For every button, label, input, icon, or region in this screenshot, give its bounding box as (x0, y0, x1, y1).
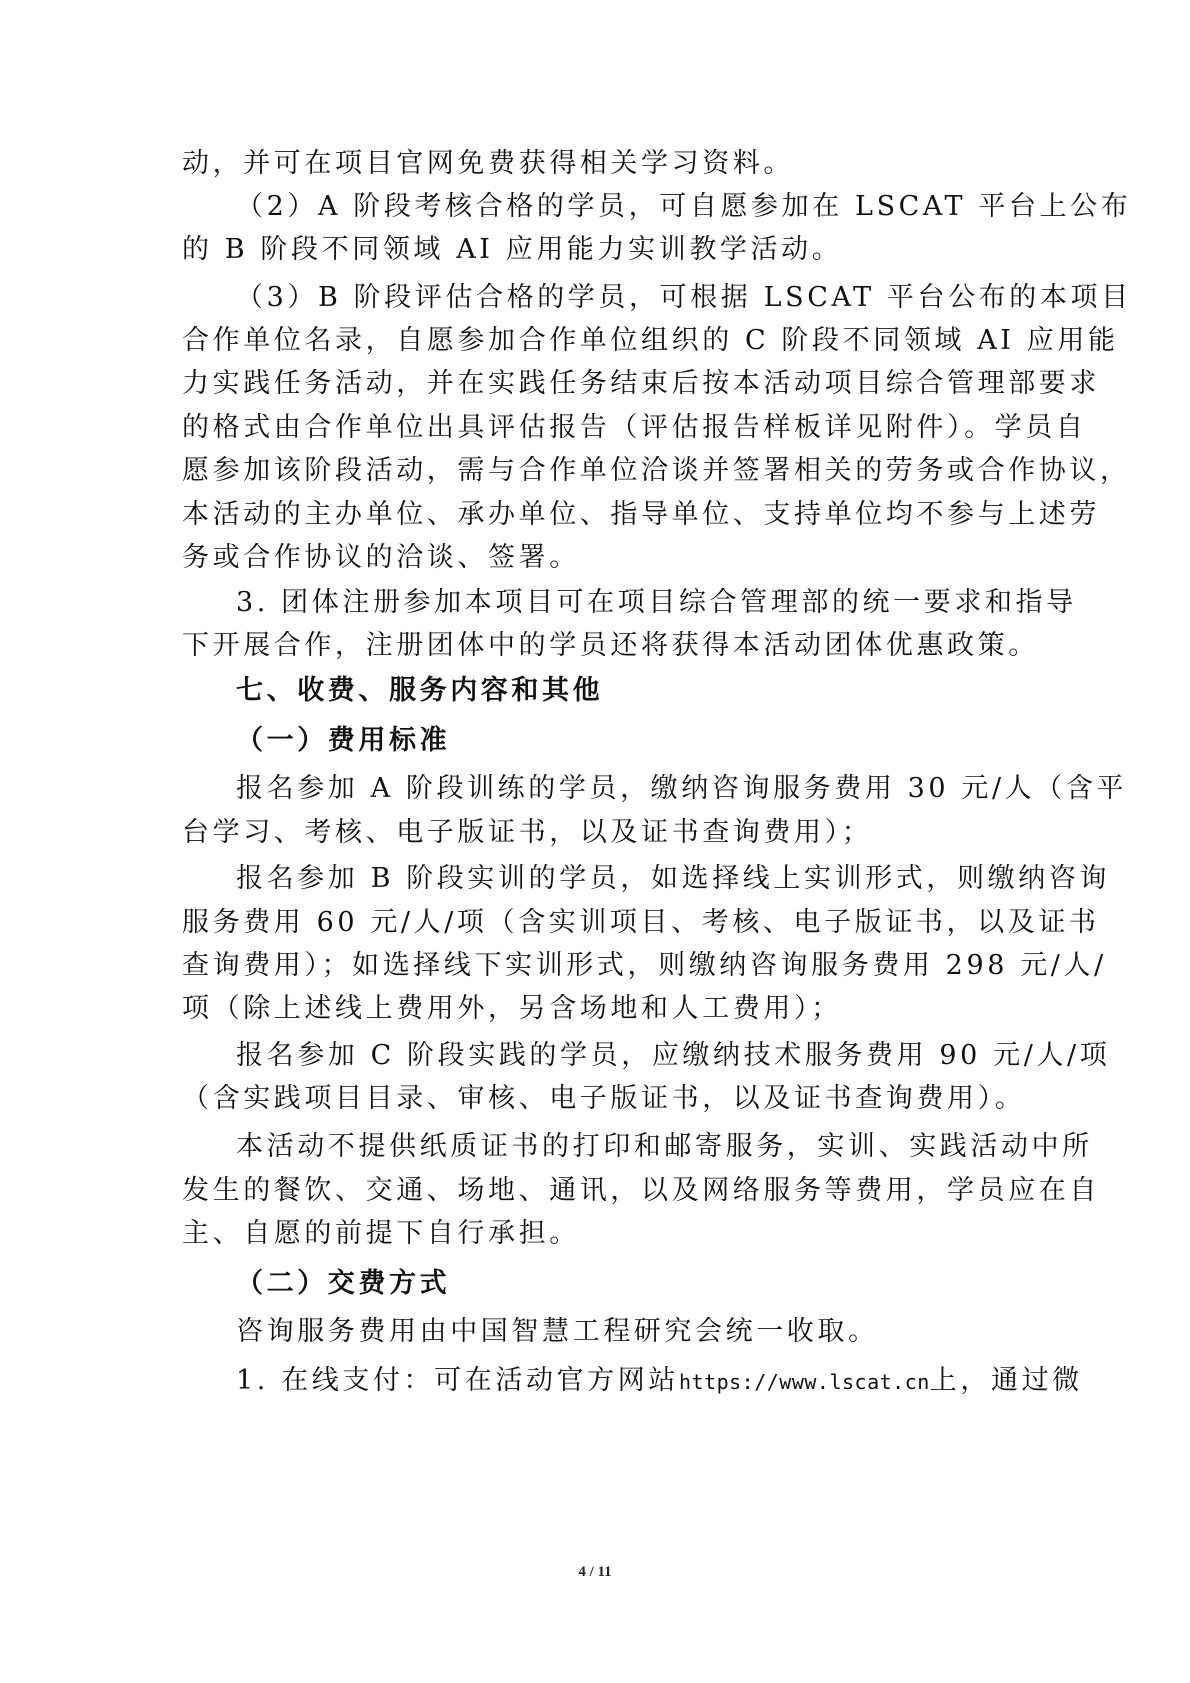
paragraph-line: 发生的餐饮、交通、场地、通讯，以及网络服务等费用，学员应在自 (182, 1175, 1100, 1206)
line-suffix: 上，通过微 (929, 1365, 1083, 1396)
paragraph-line: 下开展合作，注册团体中的学员还将获得本活动团体优惠政策。 (182, 630, 1039, 661)
section-heading: 七、收费、服务内容和其他 (236, 675, 604, 706)
paragraph-line: 务或合作协议的洽谈、签署。 (182, 542, 580, 573)
paragraph-line: 主、自愿的前提下自行承担。 (182, 1218, 580, 1249)
paragraph-line: 本活动的主办单位、承办单位、指导单位、支持单位均不参与上述劳 (182, 499, 1100, 530)
subsection-heading: （一）费用标准 (236, 725, 451, 756)
paragraph-line: 愿参加该阶段活动，需与合作单位洽谈并签署相关的劳务或合作协议， (182, 455, 1131, 486)
paragraph-line: 查询费用）；如选择线下实训形式，则缴纳咨询服务费用 298 元/人/ (182, 950, 1107, 981)
paragraph-line: 咨询服务费用由中国智慧工程研究会统一收取。 (236, 1316, 879, 1347)
paragraph-line: 力实践任务活动，并在实践任务结束后按本活动项目综合管理部要求 (182, 368, 1100, 399)
paragraph-line: 动，并可在项目官网免费获得相关学习资料。 (182, 148, 794, 179)
website-link[interactable]: https://www.lscat.cn (678, 1370, 930, 1394)
paragraph-line: 本活动不提供纸质证书的打印和邮寄服务，实训、实践活动中所 (236, 1131, 1093, 1162)
paragraph-line: 3. 团体注册参加本项目可在项目综合管理部的统一要求和指导 (236, 587, 1077, 618)
paragraph-line (236, 1363, 1083, 1400)
paragraph-line: （含实践项目目录、审核、电子版证书，以及证书查询费用）。 (182, 1083, 1026, 1114)
paragraph-line: 报名参加 C 阶段实践的学员，应缴纳技术服务费用 90 元/人/项 (236, 1040, 1111, 1071)
paragraph-line: 的格式由合作单位出具评估报告（评估报告样板详见附件）。学员自 (182, 412, 1087, 443)
paragraph-line: 服务费用 60 元/人/项（含实训项目、考核、电子版证书，以及证书 (182, 907, 1100, 938)
page-number: 4 / 11 (578, 1564, 612, 1580)
paragraph-line: （2）A 阶段考核合格的学员，可自愿参加在 LSCAT 平台上公布 (236, 191, 1132, 222)
paragraph-line: 合作单位名录，自愿参加合作单位组织的 C 阶段不同领域 AI 应用能 (182, 325, 1119, 356)
paragraph-line: 台学习、考核、电子版证书，以及证书查询费用）； (182, 817, 873, 848)
paragraph-line: 报名参加 B 阶段实训的学员，如选择线上实训形式，则缴纳咨询 (236, 863, 1111, 894)
paragraph-line: 的 B 阶段不同领域 AI 应用能力实训教学活动。 (182, 234, 843, 265)
subsection-heading: （二）交费方式 (236, 1268, 451, 1299)
line-prefix: 1. 在线支付：可在活动官方网站 (236, 1365, 679, 1396)
paragraph-line: 报名参加 A 阶段训练的学员，缴纳咨询服务费用 30 元/人（含平 (236, 773, 1128, 804)
paragraph-line: 项（除上述线上费用外，另含场地和人工费用）； (182, 993, 842, 1024)
paragraph-line: （3）B 阶段评估合格的学员，可根据 LSCAT 平台公布的本项目 (236, 282, 1132, 313)
